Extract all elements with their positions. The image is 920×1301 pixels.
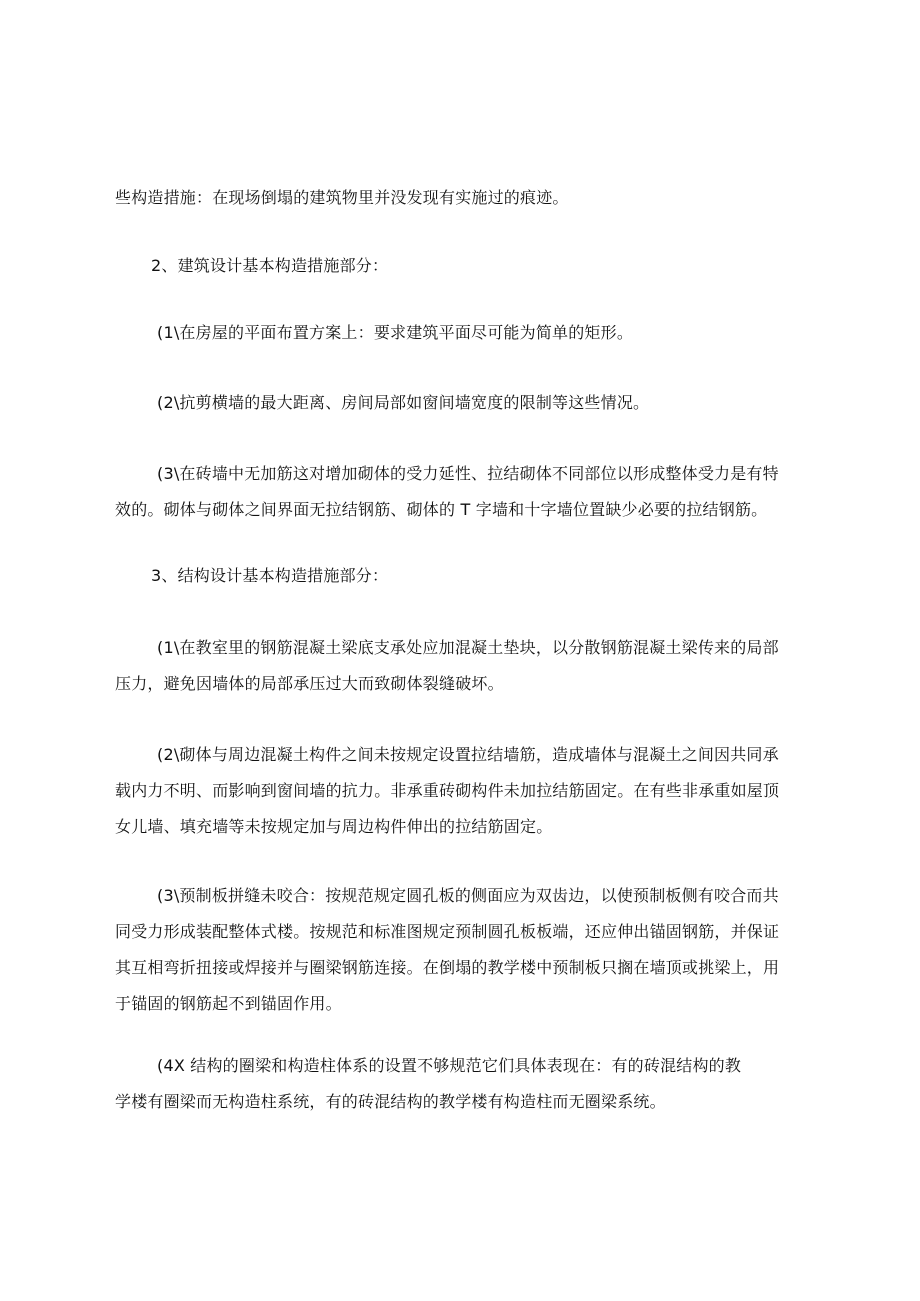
section-3-item-3-line-1: (3\预制板拼缝未咬合：按规范规定圆孔板的侧面应为双齿边，以使预制板侧有咬合而共 xyxy=(157,886,779,905)
section-3-item-4 xyxy=(115,1048,815,1120)
section-2-heading: 2、建筑设计基本构造措施部分： xyxy=(151,256,389,275)
section-3-item-3-line-3: 其互相弯折扭接或焊接并与圈梁钢筋连接。在倒塌的教学楼中预制板只搁在墙顶或挑梁上，用 xyxy=(115,958,780,977)
section-3-item-2-line-3: 女儿墙、填充墙等未按规定加与周边构件伸出的拉结筋固定。 xyxy=(115,817,553,836)
section-3-item-3 xyxy=(115,878,815,1022)
section-3-item-4-line-2: 学楼有圈梁而无构造柱系统，有的砖混结构的教学楼有构造柱而无圈梁系统。 xyxy=(115,1092,666,1111)
section-3-heading: 3、结构设计基本构造措施部分： xyxy=(151,566,389,585)
section-3-item-1-line-2: 压力，避免因墙体的局部承压过大而致砌体裂缝破坏。 xyxy=(115,674,504,693)
section-2-item-3-line-1: (3\在砖墙中无加筋这对增加砌体的受力延性、拉结砌体不同部位以形成整体受力是有特 xyxy=(157,464,779,483)
intro-line: 些构造措施：在现场倒塌的建筑物里并没发现有实施过的痕迹。 xyxy=(115,188,569,207)
section-2-item-1: (1\在房屋的平面布置方案上：要求建筑平面尽可能为简单的矩形。 xyxy=(157,323,634,342)
section-2-item-3-line-2: 效的。砌体与砌体之间界面无拉结钢筋、砌体的 T 字墙和十字墙位置缺少必要的拉结钢筋。 xyxy=(115,500,768,519)
section-3-item-3-line-4: 于锚固的钢筋起不到锚固作用。 xyxy=(115,994,342,1013)
section-3-item-2-line-2: 载内力不明、而影响到窗间墙的抗力。非承重砖砌构件未加拉结筋固定。在有些非承重如屋顶 xyxy=(115,781,780,800)
section-3-item-3-line-2: 同受力形成装配整体式楼。按规范和标准图规定预制圆孔板板端，还应伸出锚固钢筋，并保证 xyxy=(115,922,780,941)
section-3-item-1 xyxy=(115,630,815,702)
section-2-item-2: (2\抗剪横墙的最大距离、房间局部如窗间墙宽度的限制等这些情况。 xyxy=(157,393,650,412)
section-3-item-2-line-1: (2\砌体与周边混凝土构件之间未按规定设置拉结墙筋，造成墙体与混凝土之间因共同承 xyxy=(157,745,779,764)
section-3-item-2 xyxy=(115,737,815,845)
section-3-item-1-line-1: (1\在教室里的钢筋混凝土梁底支承处应加混凝土垫块，以分散钢筋混凝土梁传来的局部 xyxy=(157,638,779,657)
section-3-item-4-line-1: (4X 结构的圈梁和构造柱体系的设置不够规范它们具体表现在：有的砖混结构的教 xyxy=(157,1056,742,1075)
section-2-item-3 xyxy=(115,456,815,528)
